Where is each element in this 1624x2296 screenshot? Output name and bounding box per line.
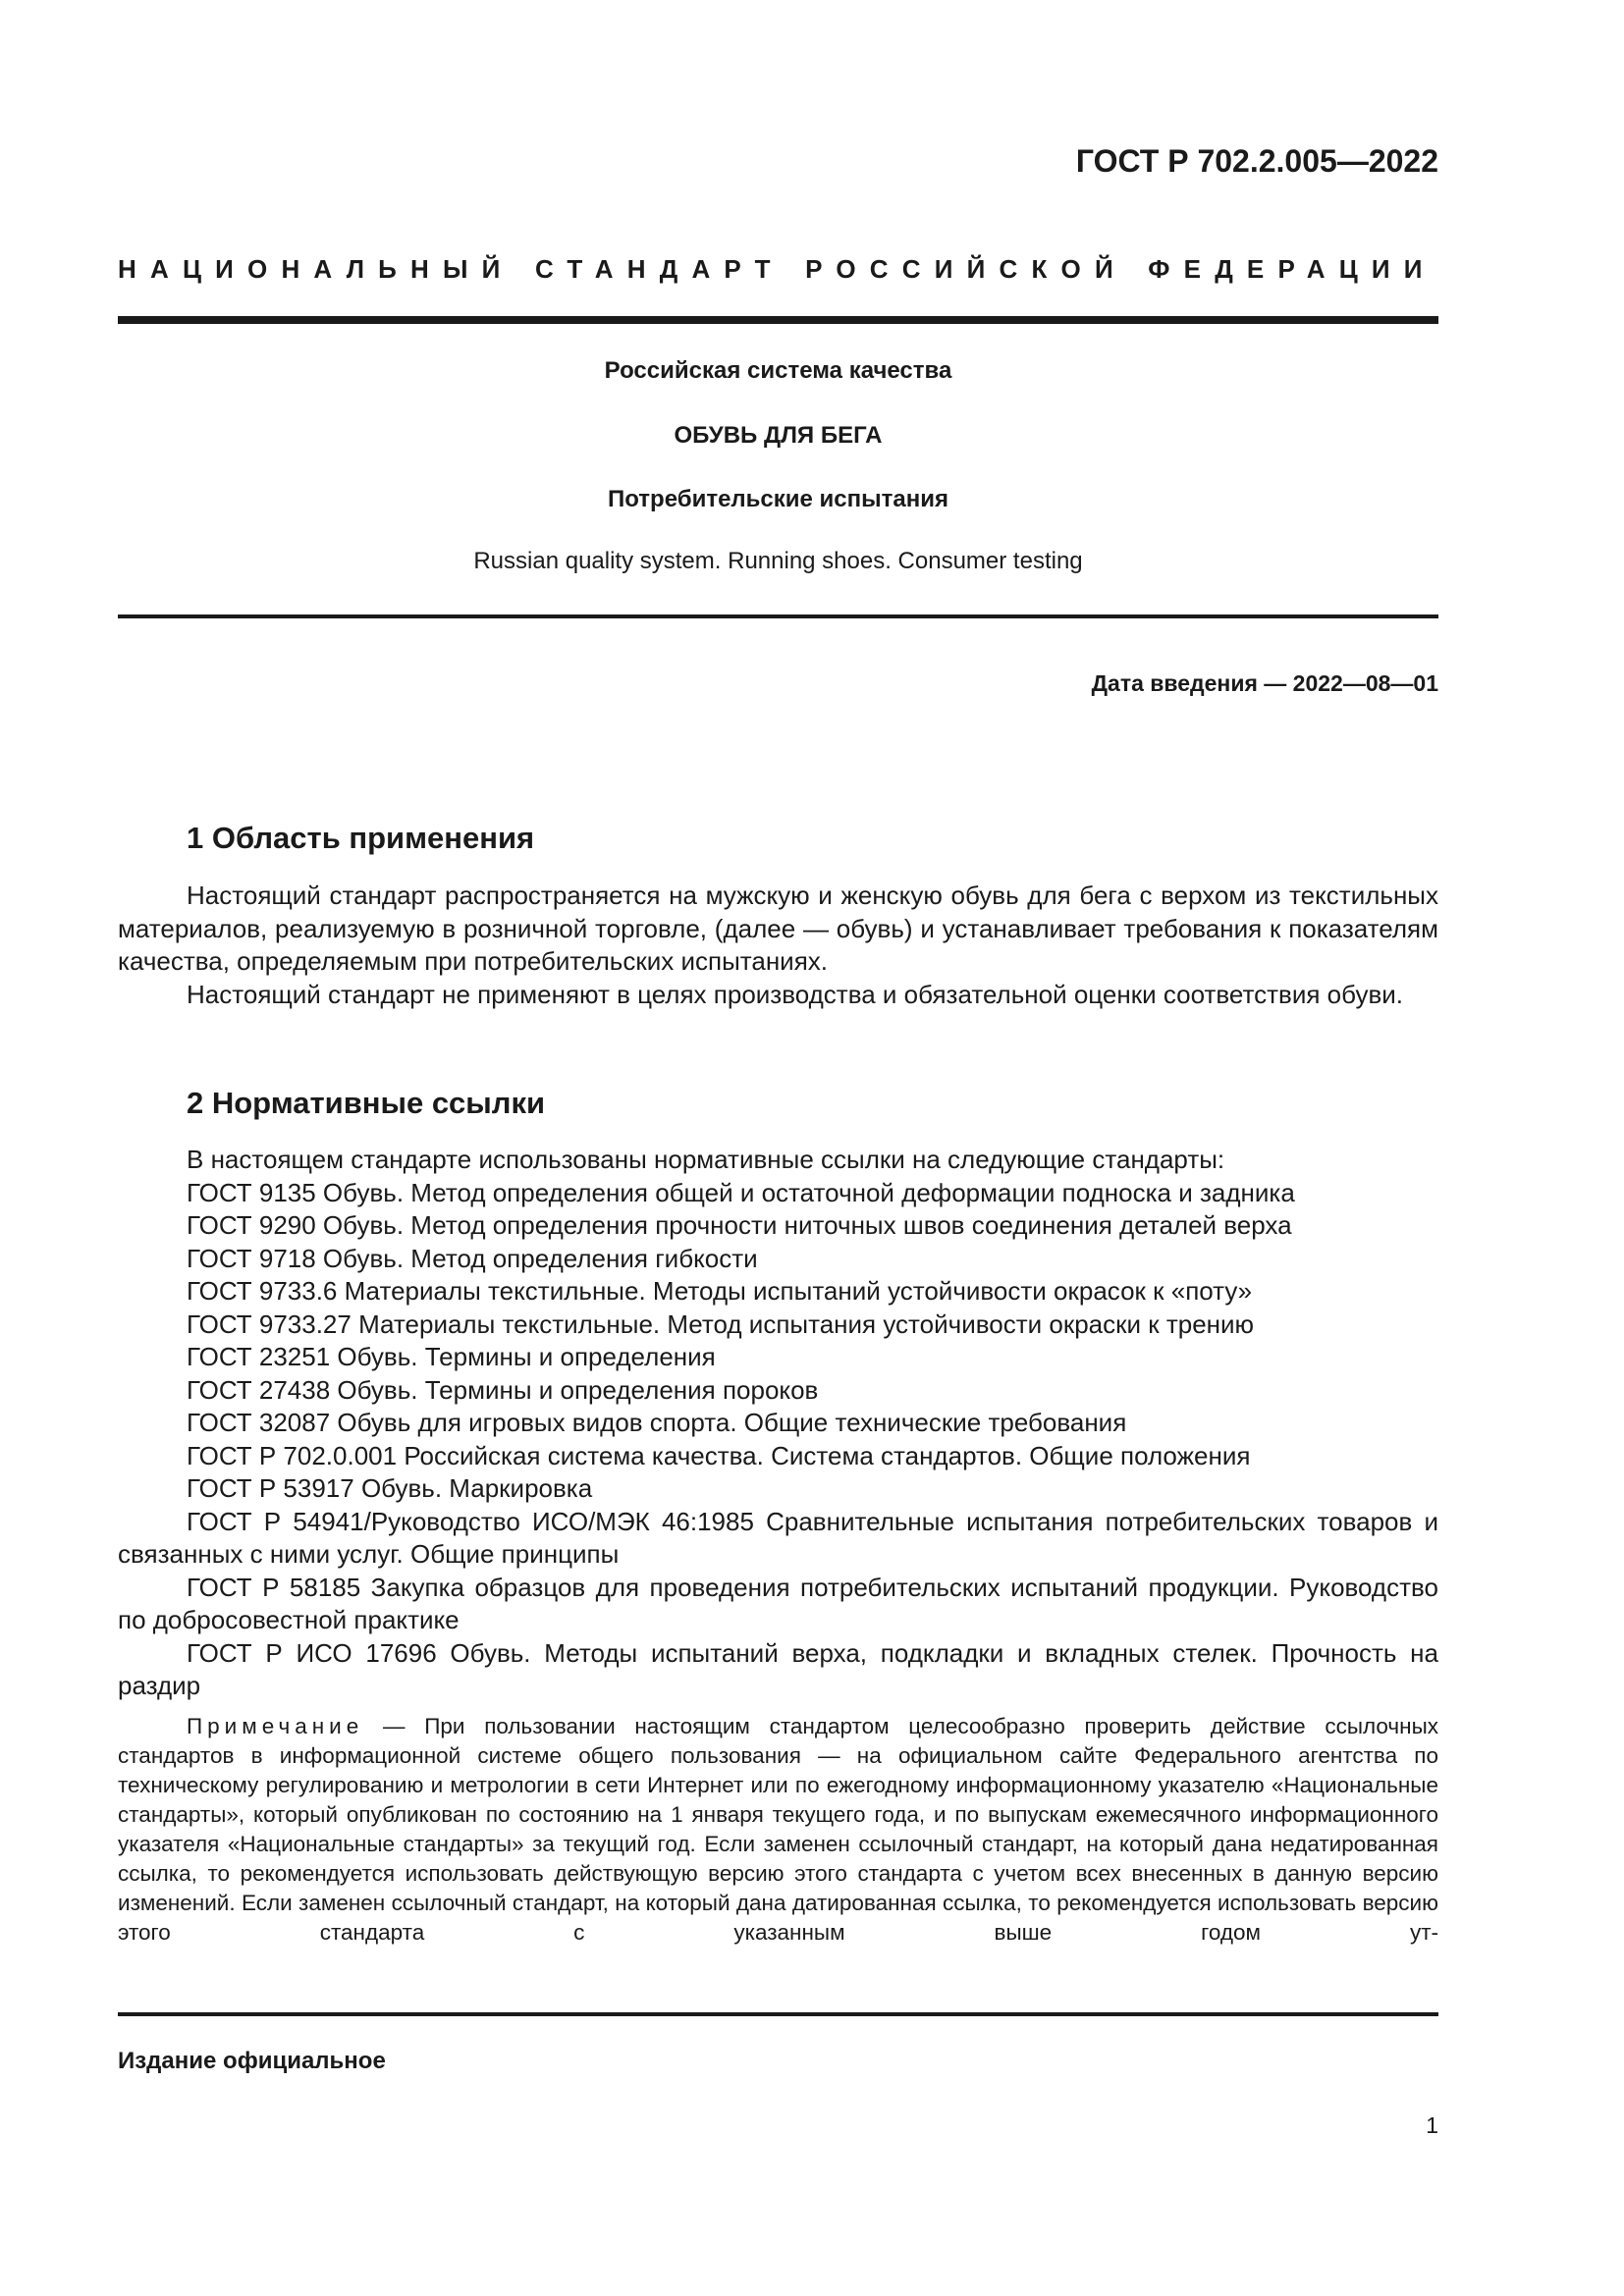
- reference-item: ГОСТ 23251 Обувь. Термины и определения: [187, 1342, 716, 1371]
- title-rule: [118, 614, 1438, 618]
- section-2-heading: 2 Нормативные ссылки: [187, 1086, 546, 1120]
- reference-item: ГОСТ 9733.6 Материалы текстильные. Методы испытаний устойчивости окрасок к «поту»: [187, 1276, 1253, 1306]
- note-label: Примечание: [187, 1714, 364, 1738]
- reference-item: ГОСТ Р 54941/Руководство ИСО/МЭК 46:1985 Сравнительные испытания потребительских товаров и связанных с ними услуг. Общие принципы: [118, 1506, 1438, 1569]
- section-1-body: [118, 880, 1438, 1011]
- official-edition-label: Издание официальное: [118, 2048, 386, 2074]
- reference-item: ГОСТ 9733.27 Материалы текстильные. Метод испытания устойчивости окраски к трению: [187, 1308, 1255, 1339]
- english-title: Russian quality system. Running shoes. Consumer testing: [473, 548, 1083, 574]
- national-standard-banner: НАЦИОНАЛЬНЫЙ СТАНДАРТ РОССИЙСКОЙ ФЕДЕРАЦИИ: [118, 254, 1436, 284]
- references-list: [118, 1144, 1438, 1703]
- system-name: Российская система качества: [604, 357, 952, 384]
- note-text: — При пользовании настоящим стандартом целесообразно проверить действие ссылочных стандартов в информационной системе общего пользования — на официальном сайте Федерального агентства по техническому регулированию и метрологии в сети Интернет или по ежегодному информационному указателю «Национальные стандарты», который опубликован по состоянию на 1 января текущего года, и по выпускам ежемесячного информационного указателя «Национальные стандарты» за текущий год. Если заменен ссылочный стандарт, на который дана недатированная ссылка, то рекомендуется использовать действующую версию этого стандарта с учетом всех внесенных в данную версию изменений. Если заменен ссылочный стандарт, на который дана датированная ссылка, то рекомендуется использовать версию этого стандарта с указанным выше годом ут-: [118, 1714, 1438, 1945]
- header-rule: [118, 316, 1438, 324]
- reference-item: ГОСТ 32087 Обувь для игровых видов спорта. Общие технические требования: [187, 1408, 1127, 1437]
- page-number: 1: [1426, 2112, 1438, 2138]
- reference-item: ГОСТ 9290 Обувь. Метод определения прочности ниточных швов соединения деталей верха: [187, 1210, 1292, 1240]
- reference-item: ГОСТ 27438 Обувь. Термины и определения пороков: [187, 1374, 819, 1405]
- section-1-paragraph: Настоящий стандарт распространяется на мужскую и женскую обувь для бега с верхом из текстильных материалов, реализуемую в розничной торговле, (далее — обувь) и устанавливает требования к показателям качества, определяемым при потребительских испытаниях.: [118, 881, 1438, 976]
- footer-rule: [118, 2012, 1438, 2016]
- section-1-paragraph: Настоящий стандарт не применяют в целях производства и обязательной оценки соответствия обуви.: [187, 979, 1403, 1009]
- reference-item: ГОСТ Р 702.0.001 Российская система качества. Система стандартов. Общие положения: [187, 1440, 1251, 1470]
- document-page: [118, 0, 1438, 2296]
- document-code: ГОСТ Р 702.2.005—2022: [1075, 143, 1438, 179]
- references-note: [118, 1712, 1438, 1948]
- document-title: ОБУВЬ ДЛЯ БЕГА: [674, 422, 883, 449]
- references-intro: В настоящем стандарте использованы нормативные ссылки на следующие стандарты:: [187, 1145, 1225, 1174]
- reference-item: ГОСТ Р ИСО 17696 Обувь. Методы испытаний верха, подкладки и вкладных стелек. Прочность на раздир: [118, 1637, 1438, 1700]
- reference-item: ГОСТ 9718 Обувь. Метод определения гибкости: [187, 1243, 758, 1273]
- reference-item: ГОСТ 9135 Обувь. Метод определения общей и остаточной деформации подноска и задника: [187, 1177, 1295, 1207]
- reference-item: ГОСТ Р 53917 Обувь. Маркировка: [187, 1473, 593, 1503]
- introduction-date: Дата введения — 2022—08—01: [1091, 670, 1438, 696]
- document-subtitle: Потребительские испытания: [607, 486, 948, 512]
- reference-item: ГОСТ Р 58185 Закупка образцов для проведения потребительских испытаний продукции. Руководство по добросовестной практике: [118, 1572, 1438, 1634]
- section-1-heading: 1 Область применения: [187, 821, 535, 855]
